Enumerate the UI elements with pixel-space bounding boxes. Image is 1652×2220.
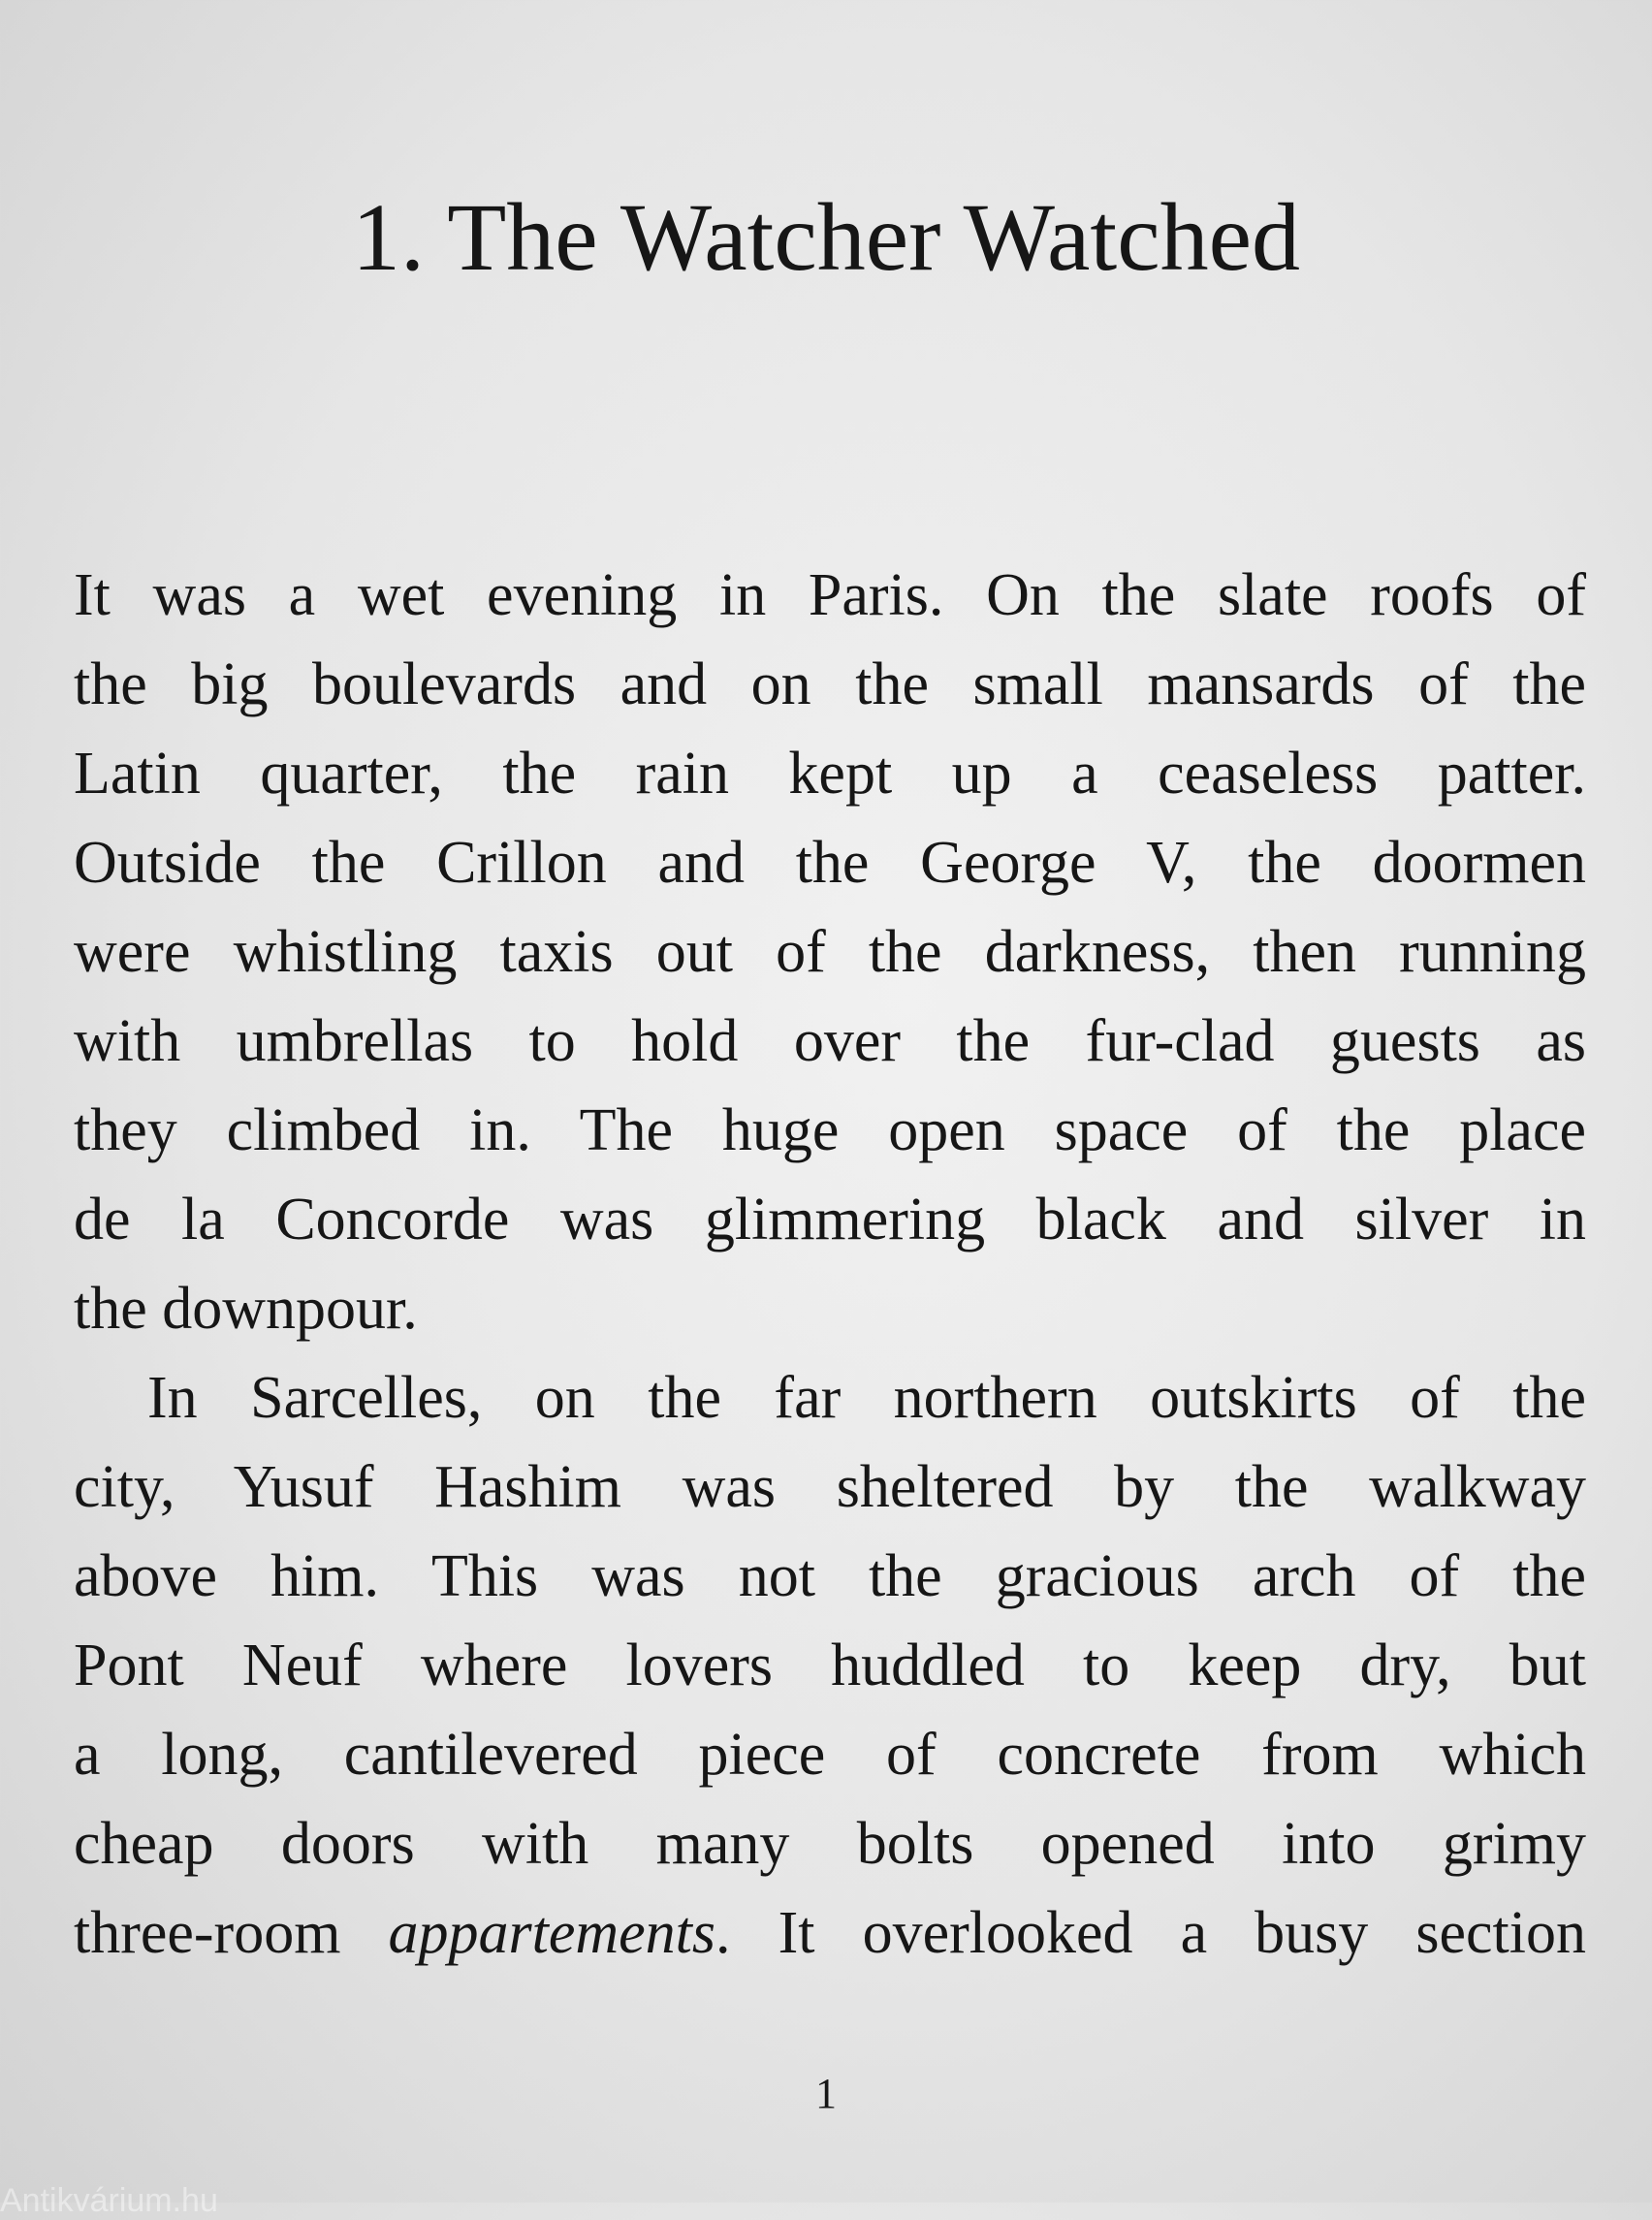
text-line: they climbed in. The huge open space of the place bbox=[74, 1097, 1586, 1163]
text-segment: three-room bbox=[74, 1900, 389, 1966]
text-line: above him. This was not the gracious arch of the bbox=[74, 1543, 1586, 1609]
page-number: 1 bbox=[815, 2070, 837, 2117]
paragraph bbox=[74, 551, 1586, 1353]
text-line: city, Yusuf Hashim was sheltered by the walkway bbox=[74, 1454, 1586, 1520]
text-line: a long, cantilevered piece of concrete from which bbox=[74, 1722, 1586, 1788]
text-line: the downpour. bbox=[74, 1276, 418, 1342]
body-text bbox=[74, 551, 1586, 1978]
text-line: cheap doors with many bolts opened into grimy bbox=[74, 1811, 1586, 1877]
text-line: It was a wet evening in Paris. On the slate roofs of bbox=[74, 562, 1586, 628]
text-line: Latin quarter, the rain kept up a ceaseless patter. bbox=[74, 741, 1586, 807]
text-line: de la Concorde was glimmering black and silver in bbox=[74, 1187, 1586, 1253]
text-line: with umbrellas to hold over the fur-clad guests as bbox=[74, 1008, 1586, 1074]
text-line: Outside the Crillon and the George V, the doormen bbox=[74, 830, 1586, 896]
text-line-final bbox=[74, 1888, 1586, 1978]
text-line: In Sarcelles, on the far northern outskirts of the bbox=[147, 1365, 1586, 1431]
text-line: the big boulevards and on the small mansards of the bbox=[74, 651, 1586, 717]
paragraph bbox=[74, 1353, 1586, 1978]
text-line: were whistling taxis out of the darkness, then running bbox=[74, 919, 1586, 985]
text-segment: . It overlooked a busy section bbox=[715, 1900, 1586, 1966]
chapter-title: 1. The Watcher Watched bbox=[352, 183, 1300, 291]
text-line: Pont Neuf where lovers huddled to keep dry, but bbox=[74, 1633, 1586, 1698]
watermark: Antikvárium.hu bbox=[0, 2182, 218, 2219]
italic-word: appartements bbox=[388, 1900, 716, 1966]
